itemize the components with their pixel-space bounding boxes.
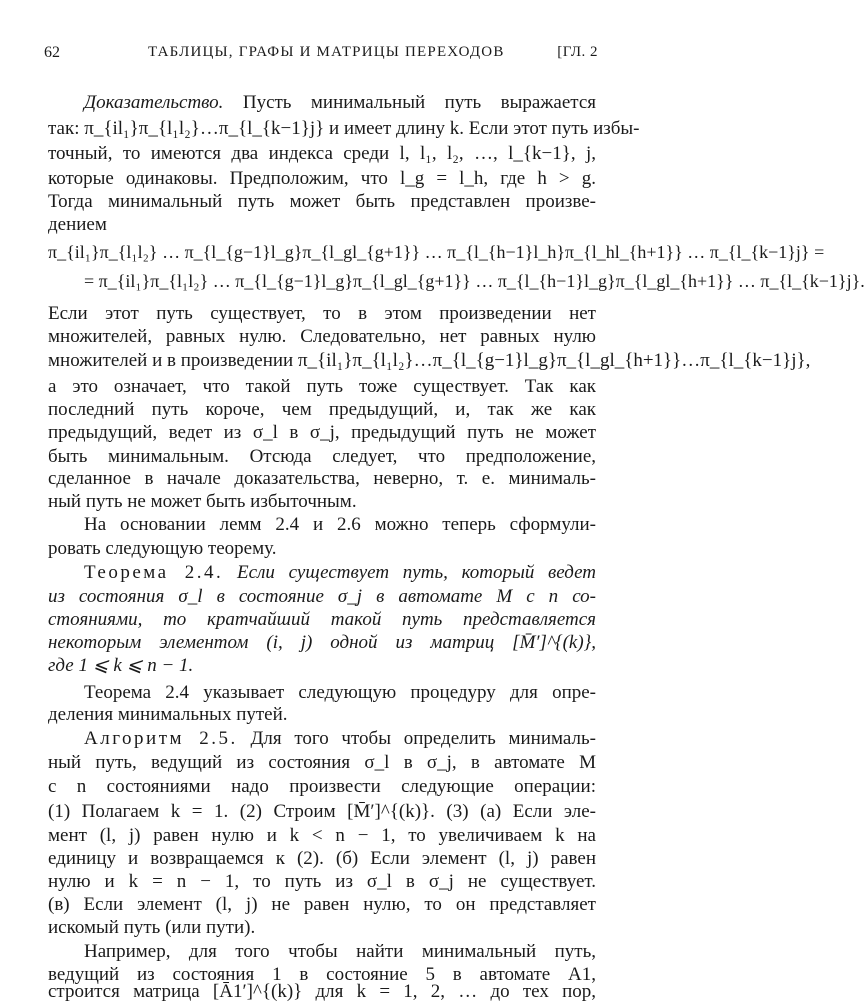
algorithm-line-1 <box>84 726 596 752</box>
proof-line-6: дением <box>48 214 107 235</box>
algorithm-line-8: (в) Если элемент (l, j) не равен нулю, то он представляет <box>48 894 596 915</box>
p2-line-1: Если этот путь существует, то в этом произведении нет <box>48 303 596 324</box>
proof-line-3: точный, то имеются два индекса среди l, l₁, l₂, …, l_{k−1}, j, <box>48 143 596 164</box>
p4-line-1: Теорема 2.4 указывает следующую процедуру для опре- <box>84 682 596 703</box>
algorithm-line-3: с n состояниями надо произвести следующие операции: <box>48 776 596 797</box>
equation-line-1: π_{il₁}π_{l₁l₂} … π_{l_{g−1}l_g}π_{l_gl_{g+1}} … π_{l_{h−1}l_h}π_{l_hl_{h+1}} … π_{l_{k−1}j} = <box>48 242 825 262</box>
p3-line-1: На основании лемм 2.4 и 2.6 можно теперь сформули- <box>84 514 596 535</box>
proof-line-2: так: π_{il₁}π_{l₁l₂}…π_{l_{k−1}j} и имеет длину k. Если этот путь избы- <box>48 118 640 139</box>
algorithm-line-6: единицу и возвращаемся к (2). (б) Если элемент (l, j) равен <box>48 848 596 869</box>
p2-line-3: множителей и в произведении π_{il₁}π_{l₁l₂}…π_{l_{g−1}l_g}π_{l_gl_{h+1}}…π_{l_{k−1}j}, <box>48 350 811 371</box>
p2-line-9: ный путь не может быть избыточным. <box>48 491 357 512</box>
proof-line-1-text: Пусть минимальный путь выражается <box>223 92 596 113</box>
algorithm-line-1-text: Для того чтобы определить минималь- <box>237 728 596 749</box>
proof-line-5: Тогда минимальный путь может быть представлен произве- <box>48 191 596 212</box>
p2-line-6: предыдущий, ведет из σ_l в σ_j, предыдущий путь не может <box>48 422 596 443</box>
p2-line-7: быть минимальным. Отсюда следует, что предположение, <box>48 446 596 467</box>
theorem-line-1-text: Если существует путь, который ведет <box>223 562 597 583</box>
p3-line-2: ровать следующую теорему. <box>48 538 277 559</box>
p5-line-2: ведущий из состояния 1 в состояние 5 в автомате A1, <box>48 964 596 985</box>
p2-line-5: последний путь короче, чем предыдущий, и, так же как <box>48 399 596 420</box>
p4-line-2: деления минимальных путей. <box>48 704 288 725</box>
theorem-line-3: стояниями, то кратчайший такой путь представляется <box>48 609 596 630</box>
algorithm-line-9: искомый путь (или пути). <box>48 917 256 938</box>
p5-line-3: строится матрица [Ā1′]^{(k)} для k = 1, 2, … до тех пор, <box>48 981 596 1002</box>
theorem-label: Теорема 2.4. <box>84 562 224 583</box>
algorithm-line-5: мент (l, j) равен нулю и k < n − 1, то увеличиваем k на <box>48 825 596 846</box>
theorem-line-5: где 1 ⩽ k ⩽ n − 1. <box>48 655 194 676</box>
proof-line-1 <box>84 90 596 116</box>
theorem-line-2: из состояния σ_l в состояние σ_j в автомате M с n со- <box>48 586 596 607</box>
proof-line-4: которые одинаковы. Предположим, что l_g = l_h, где h > g. <box>48 168 596 189</box>
proof-label: Доказательство. <box>84 92 224 113</box>
p2-line-4: а это означает, что такой путь тоже существует. Так как <box>48 376 596 397</box>
algorithm-label: Алгоритм 2.5. <box>84 728 238 749</box>
theorem-line-4: некоторым элементом (i, j) одной из матриц [M̄′]^{(k)}, <box>48 632 596 653</box>
p2-line-2: множителей, равных нулю. Следовательно, нет равных нулю <box>48 326 596 347</box>
p5-line-1: Например, для того чтобы найти минимальный путь, <box>84 941 596 962</box>
theorem-line-1 <box>84 560 596 586</box>
algorithm-line-4: (1) Полагаем k = 1. (2) Строим [M̄′]^{(k)}. (3) (а) Если эле- <box>48 801 596 822</box>
equation-line-2: = π_{il₁}π_{l₁l₂} … π_{l_{g−1}l_g}π_{l_gl_{g+1}} … π_{l_{h−1}l_g}π_{l_gl_{h+1}} … π_{l_{k−1}j}. <box>84 271 865 291</box>
p2-line-8: сделанное в начале доказательства, неверно, т. е. минималь- <box>48 468 596 489</box>
chapter-marker: [ГЛ. 2 <box>557 44 598 60</box>
running-title: ТАБЛИЦЫ, ГРАФЫ И МАТРИЦЫ ПЕРЕХОДОВ <box>148 44 505 60</box>
algorithm-line-7: нулю и k = n − 1, то путь из σ_l в σ_j не существует. <box>48 871 596 892</box>
running-header <box>44 44 598 66</box>
page-number: 62 <box>44 44 60 61</box>
algorithm-line-2: ный путь, ведущий из состояния σ_l в σ_j, в автомате M <box>48 752 596 773</box>
